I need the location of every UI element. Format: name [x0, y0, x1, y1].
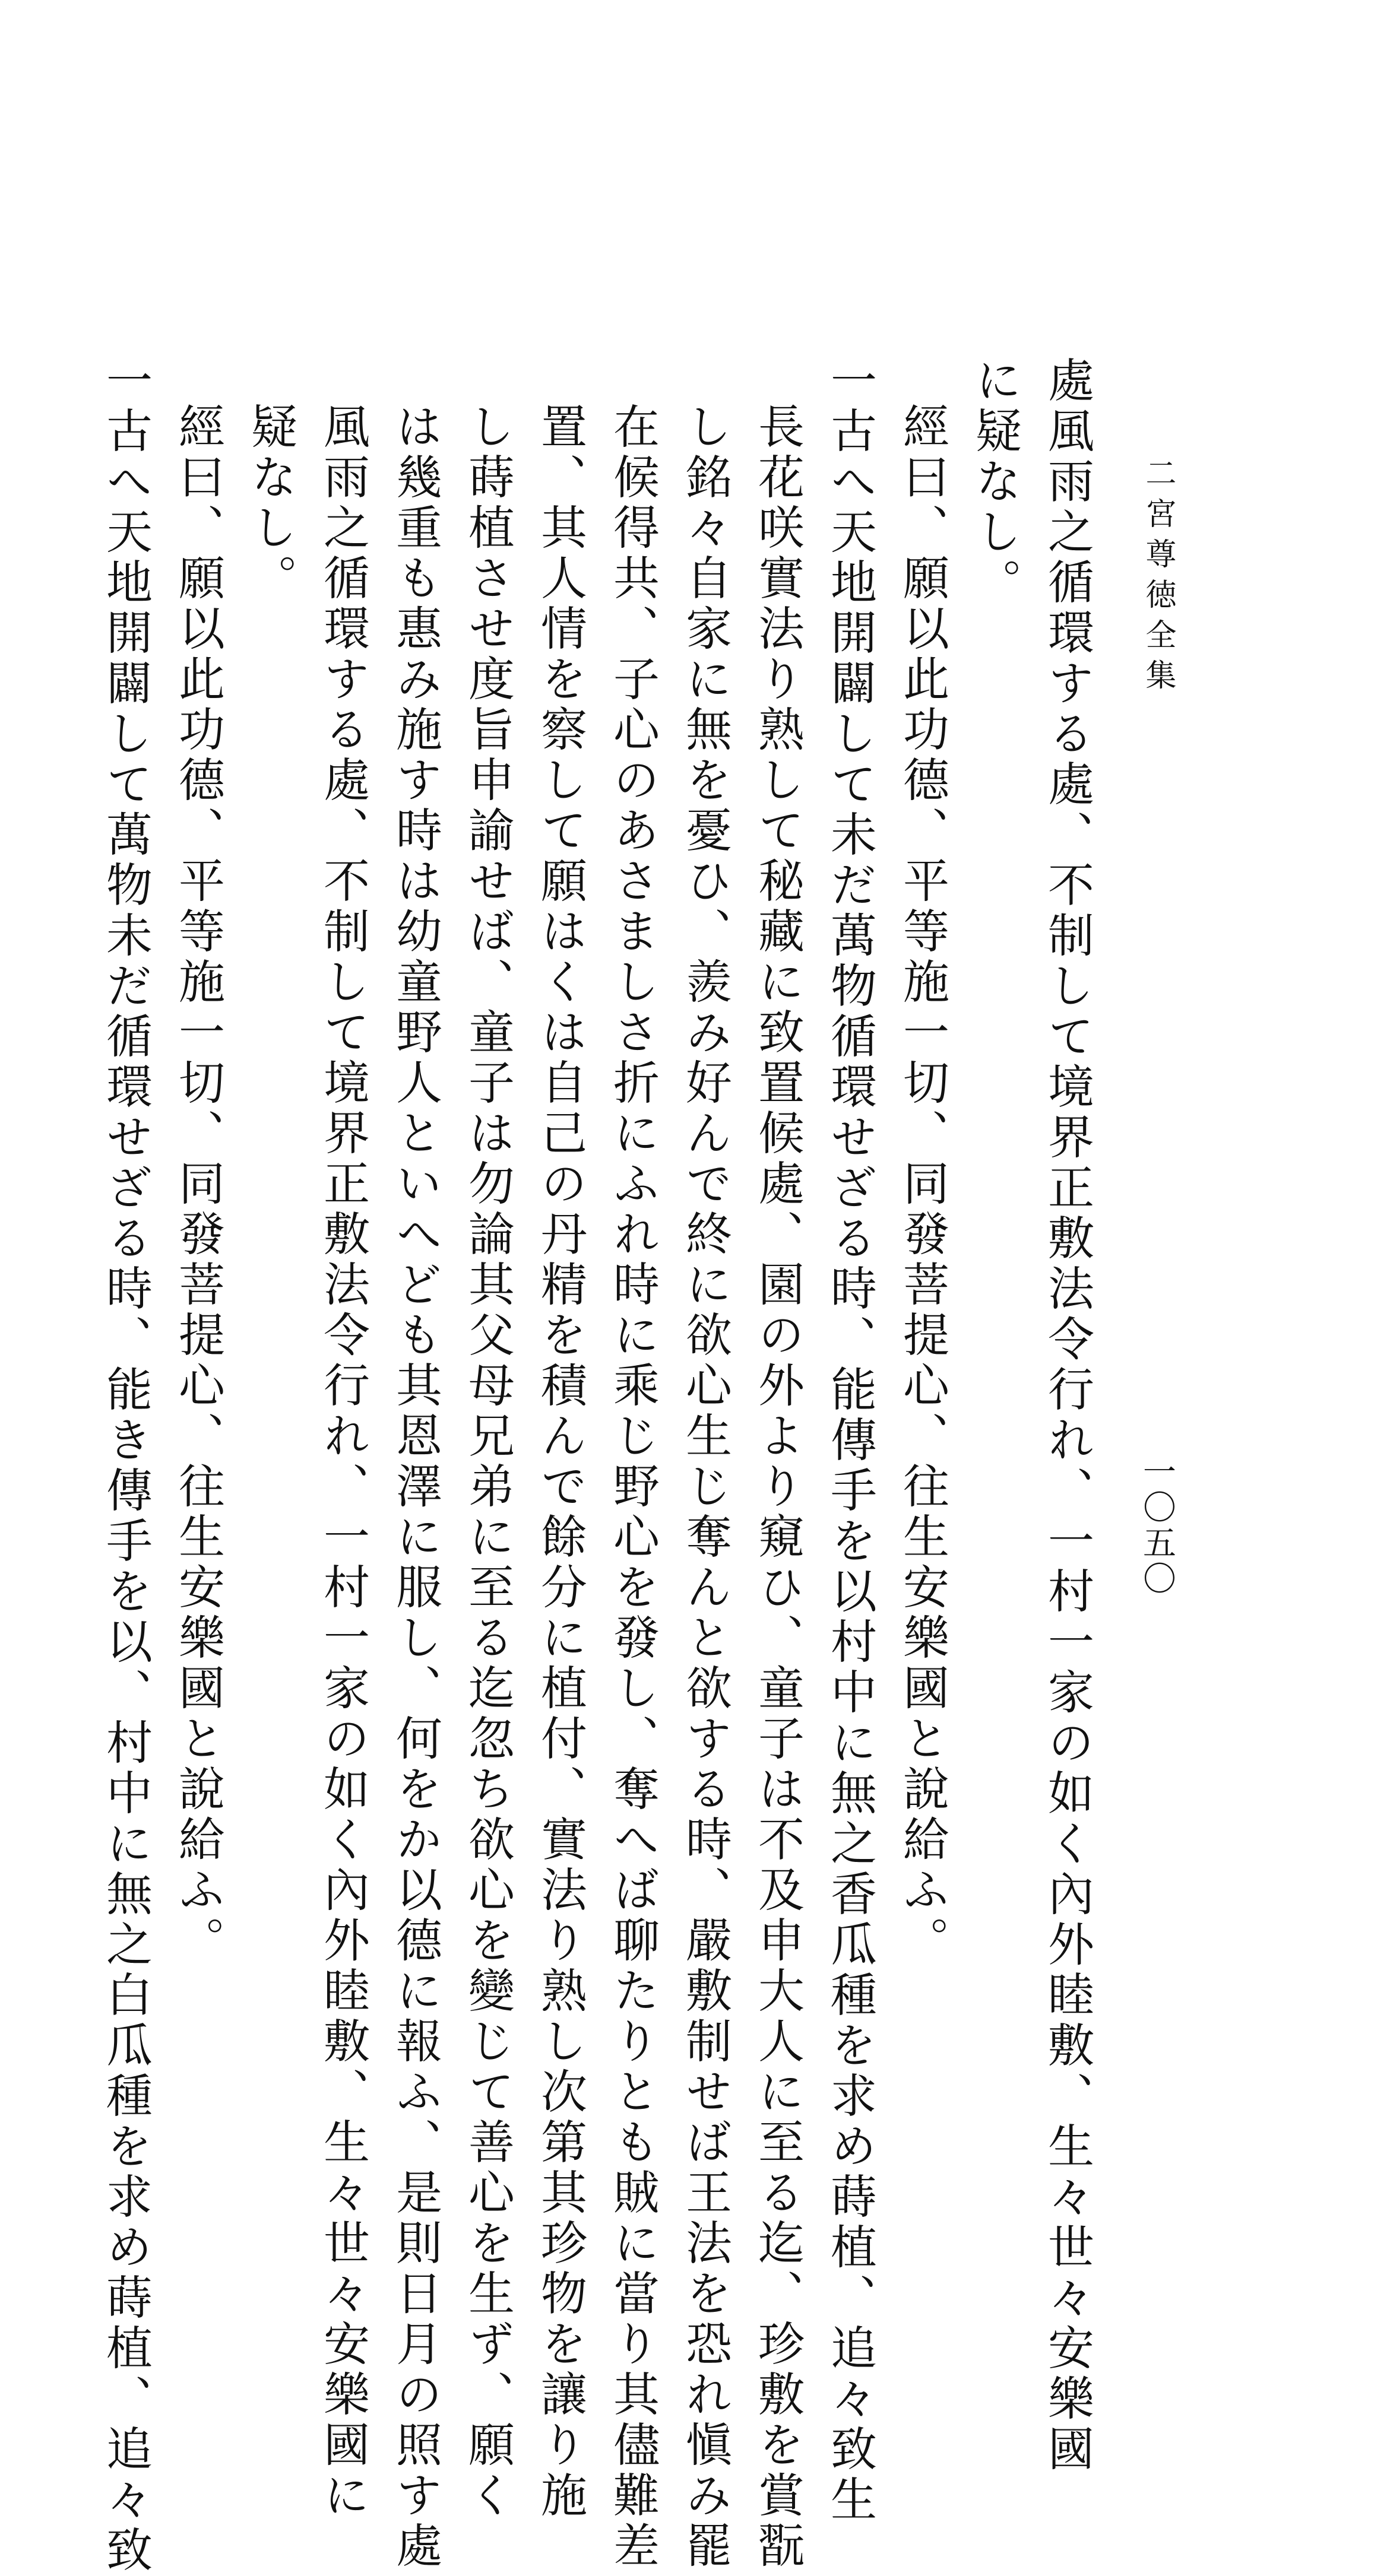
page-number: 一〇五〇: [1138, 1454, 1176, 1597]
text-column: 經曰、願以此功德、平等施一切、同發菩提心、往生安樂國と說給ふ。: [171, 402, 224, 1966]
text-column: 一古へ天地開闢して未だ萬物循環せざる時、能傳手を以村中に無之香瓜種を求め蒔植、追々致生: [823, 356, 876, 2526]
text-column: 經曰、願以此功德、平等施一切、同發菩提心、往生安樂國と說給ふ。: [895, 402, 949, 1966]
text-column: 處風雨之循環する處、不制して境界正敷法令行れ、一村一家の如く內外睦敷、生々世々安樂國: [1040, 356, 1094, 2475]
book-title: 二宮尊徳全集: [1140, 457, 1176, 699]
text-column: 一古へ天地開闢して萬物未だ循環せざる時、能き傳手を以、村中に無之白瓜種を求め蒔植、追々致: [99, 356, 152, 2576]
text-column: 在候得共、子心のあさましさ折にふれ時に乘じ野心を發し、奪へば聊たりとも賊に當り其儘難差: [606, 402, 659, 2572]
body-text: [89, 356, 1103, 2576]
text-column: に疑なし。: [968, 356, 1021, 608]
text-column: 風雨之循環する處、不制して境界正敷法令行れ、一村一家の如く內外睦敷、生々世々安樂國に: [316, 402, 369, 2521]
text-column: は幾重も惠み施す時は幼童野人といへども其恩澤に服し、何をか以德に報ふ、是則日月の照す處: [388, 402, 442, 2572]
text-column: し蒔植させ度旨申諭せば、童子は勿論其父母兄弟に至る迄忽ち欲心を變じて善心を生ず、願く: [461, 402, 514, 2521]
text-column: し銘々自家に無を憂ひ、羨み好んで終に欲心生じ奪んと欲する時、嚴敷制せば王法を恐れ愼み罷: [678, 402, 732, 2572]
text-column: 置、其人情を察して願はくは自己の丹精を積んで餘分に植付、實法り熟し次第其珍物を讓り施: [533, 402, 587, 2521]
text-column: 長花咲實法り熟して秘藏に致置候處、園の外より窺ひ、童子は不及申大人に至る迄、珍敷を賞翫: [750, 402, 804, 2572]
text-column: 疑なし。: [243, 402, 297, 604]
